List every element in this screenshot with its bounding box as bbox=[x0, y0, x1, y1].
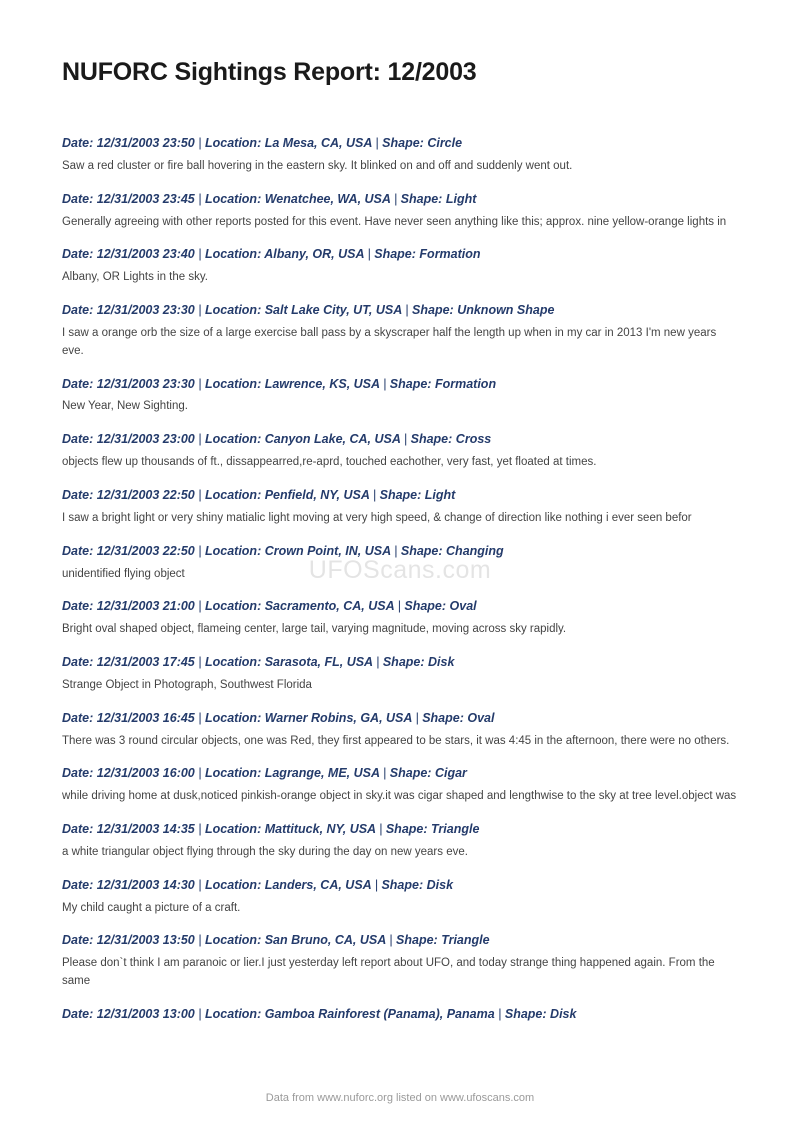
sighting-date: 12/31/2003 23:30 bbox=[96, 303, 195, 318]
sighting-shape-label: Shape: bbox=[379, 487, 422, 502]
sighting-date: 12/31/2003 23:30 bbox=[96, 376, 195, 391]
page-footer: Data from www.nuforc.org listed on www.ufoscans.com bbox=[265, 1092, 535, 1104]
header-separator: | bbox=[198, 303, 202, 318]
sighting-header[interactable] bbox=[62, 932, 738, 949]
header-separator: | bbox=[403, 432, 408, 447]
header-separator: | bbox=[198, 1006, 202, 1021]
sighting-shape-label: Shape: bbox=[412, 303, 454, 318]
sighting-entry bbox=[62, 598, 738, 639]
sighting-header[interactable] bbox=[62, 246, 738, 263]
sighting-date: 12/31/2003 21:00 bbox=[96, 599, 195, 614]
sighting-description: while driving home at dusk,noticed pinkish-orange object in sky.it was cigar shaped and lengthwise to the sky at tree level.object was bbox=[62, 790, 737, 803]
sighting-header[interactable] bbox=[62, 877, 738, 894]
sighting-date-label: Date: bbox=[62, 766, 94, 781]
sighting-header[interactable] bbox=[62, 821, 738, 838]
sighting-entry bbox=[62, 487, 738, 528]
sighting-entry bbox=[62, 821, 738, 862]
sighting-header[interactable] bbox=[62, 598, 738, 615]
header-separator: | bbox=[198, 543, 202, 558]
sighting-header[interactable] bbox=[62, 487, 738, 504]
sighting-location-label: Location: bbox=[204, 1006, 262, 1021]
sighting-location-label: Location: bbox=[204, 710, 262, 725]
header-separator: | bbox=[198, 822, 202, 837]
sighting-entry bbox=[62, 135, 738, 176]
sighting-shape-label: Shape: bbox=[400, 191, 443, 206]
sighting-date: 12/31/2003 23:00 bbox=[96, 432, 195, 447]
sighting-location: Landers, CA, USA bbox=[264, 877, 372, 892]
header-separator: | bbox=[198, 191, 202, 206]
sighting-header[interactable] bbox=[62, 710, 738, 727]
header-separator: | bbox=[498, 1006, 502, 1021]
sighting-entry bbox=[62, 376, 738, 417]
header-separator: | bbox=[198, 487, 202, 502]
sighting-location-label: Location: bbox=[204, 933, 262, 948]
sighting-entry bbox=[62, 246, 738, 287]
sighting-entry bbox=[62, 765, 738, 806]
sighting-shape: Disk bbox=[428, 655, 455, 669]
sighting-entry bbox=[62, 1006, 738, 1023]
header-separator: | bbox=[374, 877, 378, 892]
sighting-header[interactable] bbox=[62, 654, 738, 671]
sighting-shape: Cross bbox=[455, 432, 492, 447]
header-separator: | bbox=[198, 710, 202, 725]
sighting-entry bbox=[62, 431, 738, 472]
sighting-date-label: Date: bbox=[62, 247, 94, 262]
sighting-date: 12/31/2003 13:00 bbox=[96, 1006, 195, 1021]
sighting-shape: Oval bbox=[449, 599, 477, 614]
sighting-shape-label: Shape: bbox=[410, 432, 453, 447]
header-separator: | bbox=[393, 191, 398, 206]
header-separator: | bbox=[367, 247, 371, 262]
sighting-location: Mattituck, NY, USA bbox=[264, 822, 376, 837]
header-separator: | bbox=[198, 933, 202, 948]
header-separator: | bbox=[198, 877, 202, 892]
sighting-date-label: Date: bbox=[62, 822, 94, 837]
sighting-description: a white triangular object flying through the sky during the day on new years eve. bbox=[62, 845, 468, 858]
sighting-date: 12/31/2003 14:35 bbox=[96, 822, 195, 837]
sighting-header[interactable] bbox=[62, 191, 738, 208]
sighting-date-label: Date: bbox=[62, 376, 94, 391]
sighting-date-label: Date: bbox=[62, 1006, 94, 1021]
sighting-date: 12/31/2003 23:45 bbox=[96, 191, 195, 206]
sighting-date: 12/31/2003 13:50 bbox=[96, 933, 195, 948]
sighting-shape-label: Shape: bbox=[382, 655, 425, 669]
sighting-date: 12/31/2003 23:50 bbox=[96, 136, 195, 150]
sighting-description: Strange Object in Photograph, Southwest Florida bbox=[62, 678, 312, 691]
sighting-location: Canyon Lake, CA, USA bbox=[264, 432, 401, 447]
sighting-header[interactable] bbox=[62, 376, 738, 393]
sighting-location: Sarasota, FL, USA bbox=[264, 655, 373, 669]
sighting-date-label: Date: bbox=[62, 136, 94, 150]
sighting-shape-label: Shape: bbox=[389, 376, 432, 391]
sighting-location: Sacramento, CA, USA bbox=[264, 599, 395, 614]
sighting-location-label: Location: bbox=[204, 655, 262, 669]
sighting-date: 12/31/2003 14:30 bbox=[96, 877, 195, 892]
sighting-shape: Triangle bbox=[441, 933, 490, 948]
sighting-date: 12/31/2003 22:50 bbox=[96, 543, 195, 558]
sighting-description: objects flew up thousands of ft., dissappearred,re-aprd, touched eachother, very fast, yet floated at times. bbox=[62, 456, 597, 469]
header-separator: | bbox=[372, 487, 377, 502]
sighting-location-label: Location: bbox=[204, 376, 262, 391]
sighting-description: Please don`t think I am paranoic or lier.I just yesterday left report about UFO, and today strange thing happened again. From the same bbox=[62, 957, 715, 988]
header-separator: | bbox=[415, 710, 419, 725]
sighting-location-label: Location: bbox=[204, 136, 262, 150]
sighting-shape: Formation bbox=[419, 247, 481, 262]
sighting-shape-label: Shape: bbox=[385, 822, 428, 837]
sighting-date: 12/31/2003 17:45 bbox=[96, 655, 195, 669]
sighting-description: Generally agreeing with other reports posted for this event. Have never seen anything like this; approx. nine yellow-orange lights in bbox=[62, 215, 727, 228]
sighting-location-label: Location: bbox=[204, 543, 262, 558]
sighting-shape-label: Shape: bbox=[422, 710, 464, 725]
sighting-date-label: Date: bbox=[62, 191, 94, 206]
sighting-shape: Light bbox=[424, 487, 456, 502]
sighting-location-label: Location: bbox=[204, 432, 262, 447]
header-separator: | bbox=[198, 136, 202, 150]
sighting-location-label: Location: bbox=[204, 247, 262, 262]
header-separator: | bbox=[397, 599, 401, 614]
sighting-date-label: Date: bbox=[62, 599, 94, 614]
sighting-location: Wenatchee, WA, USA bbox=[264, 191, 391, 206]
sighting-date: 12/31/2003 23:40 bbox=[96, 247, 195, 262]
sighting-shape-label: Shape: bbox=[389, 766, 432, 781]
header-separator: | bbox=[198, 599, 202, 614]
header-separator: | bbox=[198, 432, 202, 447]
sighting-date-label: Date: bbox=[62, 877, 94, 892]
sighting-header[interactable] bbox=[62, 1006, 738, 1023]
sighting-description: Albany, OR Lights in the sky. bbox=[62, 271, 208, 284]
sighting-date-label: Date: bbox=[62, 543, 94, 558]
sighting-date-label: Date: bbox=[62, 655, 94, 669]
sighting-description: New Year, New Sighting. bbox=[62, 400, 188, 413]
sighting-location: Salt Lake City, UT, USA bbox=[264, 303, 402, 318]
sighting-date-label: Date: bbox=[62, 710, 94, 725]
sighting-location-label: Location: bbox=[204, 877, 262, 892]
sighting-shape: Disk bbox=[550, 1006, 577, 1021]
sighting-header[interactable] bbox=[62, 302, 738, 319]
header-separator: | bbox=[376, 655, 380, 669]
sighting-location: Albany, OR, USA bbox=[264, 247, 365, 262]
sighting-header[interactable] bbox=[62, 765, 738, 782]
sighting-description: I saw a bright light or very shiny matialic light moving at very high speed, & change of direction like nothing i ever seen befor bbox=[62, 511, 692, 524]
sighting-location-label: Location: bbox=[204, 303, 262, 318]
sighting-location-label: Location: bbox=[204, 191, 262, 206]
sightings-list bbox=[62, 135, 738, 1023]
page-title: NUFORC Sightings Report: 12/2003 bbox=[62, 58, 477, 86]
sighting-shape: Formation bbox=[434, 376, 497, 391]
header-separator: | bbox=[198, 766, 202, 781]
header-separator: | bbox=[198, 655, 202, 669]
sighting-entry bbox=[62, 654, 738, 695]
sighting-date-label: Date: bbox=[62, 933, 94, 948]
sighting-location: Lawrence, KS, USA bbox=[264, 376, 380, 391]
sighting-entry bbox=[62, 302, 738, 361]
sighting-shape: Circle bbox=[427, 136, 463, 150]
sighting-description: There was 3 round circular objects, one was Red, they first appeared to be stars, it was 4:45 in the afternoon, there were no others. bbox=[62, 734, 730, 747]
sighting-shape: Changing bbox=[446, 543, 504, 558]
sighting-shape-label: Shape: bbox=[404, 599, 447, 614]
sighting-header[interactable] bbox=[62, 135, 738, 152]
sighting-location: Warner Robins, GA, USA bbox=[264, 710, 412, 725]
watermark: UFOScans.com bbox=[308, 556, 492, 584]
sighting-description: Bright oval shaped object, flameing center, large tail, varying magnitude, moving across sky rapidly. bbox=[62, 623, 567, 636]
sighting-shape-label: Shape: bbox=[400, 543, 443, 558]
sighting-shape-label: Shape: bbox=[382, 136, 424, 150]
sighting-shape: Light bbox=[445, 191, 477, 206]
sighting-description: unidentified flying object bbox=[62, 567, 185, 580]
sighting-shape: Disk bbox=[426, 877, 454, 892]
sighting-header[interactable] bbox=[62, 543, 738, 560]
sighting-shape-label: Shape: bbox=[374, 247, 416, 262]
sighting-description: My child caught a picture of a craft. bbox=[62, 901, 241, 914]
sighting-shape-label: Shape: bbox=[381, 877, 424, 892]
sighting-location: Crown Point, IN, USA bbox=[264, 543, 391, 558]
sighting-date-label: Date: bbox=[62, 303, 94, 318]
sighting-location-label: Location: bbox=[204, 766, 262, 781]
header-separator: | bbox=[375, 136, 379, 150]
sighting-location-label: Location: bbox=[204, 822, 262, 837]
sighting-description: I saw a orange orb the size of a large exercise ball pass by a skyscraper half the length up when in my car in 2013 I'm new years eve. bbox=[62, 326, 717, 357]
sighting-location: Gamboa Rainforest (Panama), Panama bbox=[264, 1006, 495, 1021]
sighting-shape: Cigar bbox=[434, 766, 467, 781]
sighting-shape: Triangle bbox=[431, 822, 480, 837]
sighting-entry bbox=[62, 191, 738, 232]
sighting-date: 12/31/2003 16:00 bbox=[96, 766, 195, 781]
sighting-description: Saw a red cluster or fire ball hovering in the eastern sky. It blinked on and off and suddenly went out. bbox=[62, 159, 573, 172]
sighting-shape: Unknown Shape bbox=[457, 303, 555, 318]
sighting-date-label: Date: bbox=[62, 432, 94, 447]
sighting-location: Penfield, NY, USA bbox=[264, 487, 370, 502]
sighting-shape-label: Shape: bbox=[396, 933, 438, 948]
sighting-location: San Bruno, CA, USA bbox=[264, 933, 386, 948]
header-separator: | bbox=[394, 543, 398, 558]
sighting-location-label: Location: bbox=[204, 487, 262, 502]
sighting-header[interactable] bbox=[62, 431, 738, 448]
sighting-shape: Oval bbox=[467, 710, 495, 725]
header-separator: | bbox=[198, 376, 202, 391]
sighting-location: La Mesa, CA, USA bbox=[264, 136, 372, 150]
sighting-entry bbox=[62, 877, 738, 918]
sighting-entry bbox=[62, 710, 738, 751]
header-separator: | bbox=[383, 376, 387, 391]
header-separator: | bbox=[405, 303, 409, 318]
sighting-date-label: Date: bbox=[62, 487, 94, 502]
sighting-shape-label: Shape: bbox=[504, 1006, 547, 1021]
header-separator: | bbox=[383, 766, 387, 781]
sighting-entry bbox=[62, 932, 738, 991]
sighting-date: 12/31/2003 22:50 bbox=[96, 487, 195, 502]
header-separator: | bbox=[379, 822, 383, 837]
sighting-date: 12/31/2003 16:45 bbox=[96, 710, 195, 725]
header-separator: | bbox=[389, 933, 393, 948]
header-separator: | bbox=[198, 247, 202, 262]
sighting-entry bbox=[62, 543, 738, 584]
sighting-location: Lagrange, ME, USA bbox=[264, 766, 380, 781]
sighting-location-label: Location: bbox=[204, 599, 262, 614]
